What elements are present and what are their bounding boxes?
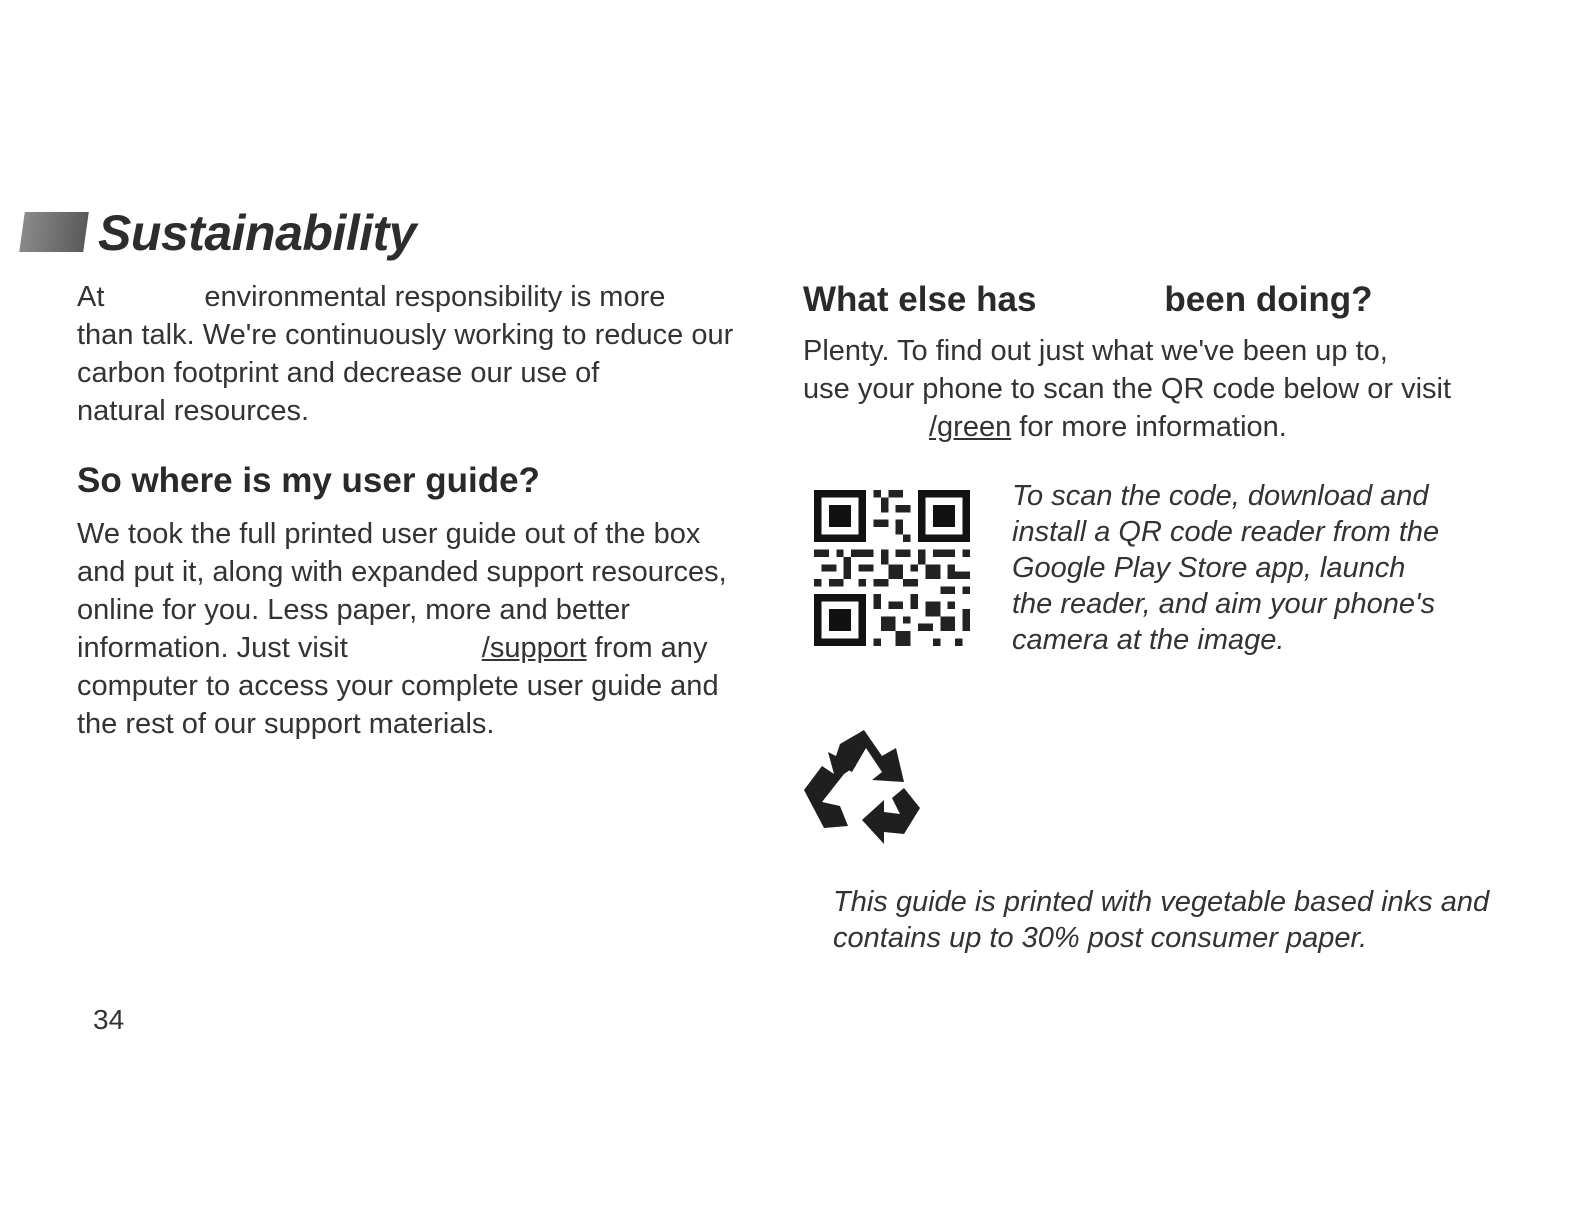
qr-instructions [1012,478,1482,658]
user-guide-paragraph [77,515,767,743]
intro-paragraph [77,278,767,430]
user-guide-line-1: We took the full printed user guide out of the box [77,518,701,550]
what-else-line-3 [803,408,1523,446]
user-guide-line-6: the rest of our support materials. [77,708,495,740]
user-guide-heading: So where is my user guide? [77,461,540,500]
intro-line-2: than talk. We're continuously working to reduce our [77,319,734,351]
user-guide-line-5: computer to access your complete user guide and [77,670,719,702]
what-else-paragraph [803,332,1523,446]
printing-note-line-2: contains up to 30% post consumer paper. [833,922,1368,954]
recycle-icon [800,726,928,846]
qr-code-icon [814,490,970,646]
qr-instructions-line-2: install a QR code reader from the [1012,516,1440,548]
user-guide-line-4 [77,629,767,667]
qr-instructions-line-5: camera at the image. [1012,624,1285,656]
intro-line-1 [77,278,767,316]
section-title-marker [19,212,89,252]
support-link[interactable]: /support [481,632,587,664]
qr-instructions-line-4: the reader, and aim your phone's [1012,588,1436,620]
what-else-line-2: use your phone to scan the QR code below or visit [803,373,1452,405]
what-else-heading-end: been doing? [1164,280,1373,319]
intro-line-3: carbon footprint and decrease our use of [77,357,600,389]
user-guide-line-4-end: from any [594,632,708,664]
what-else-line-1: Plenty. To find out just what we've been up to, [803,335,1388,367]
intro-line-4: natural resources. [77,395,310,427]
intro-lead: At [77,281,105,313]
printing-note-line-1: This guide is printed with vegetable based inks and [833,886,1490,918]
intro-line-1-rest: environmental responsibility is more [204,281,666,313]
what-else-heading-start: What else has [803,280,1037,319]
user-guide-line-4-start: information. Just visit [77,632,348,664]
page-title: Sustainability [98,205,417,261]
qr-instructions-line-1: To scan the code, download and [1012,480,1429,512]
what-else-line-3-end: for more information. [1019,411,1287,443]
user-guide-line-3: online for you. Less paper, more and better [77,594,630,626]
user-guide-line-2: and put it, along with expanded support resources, [77,556,727,588]
printing-note [833,884,1533,956]
page-number: 34 [93,1004,125,1035]
qr-instructions-line-3: Google Play Store app, launch [1012,552,1406,584]
green-link[interactable]: /green [929,411,1012,443]
what-else-heading [803,280,1503,320]
